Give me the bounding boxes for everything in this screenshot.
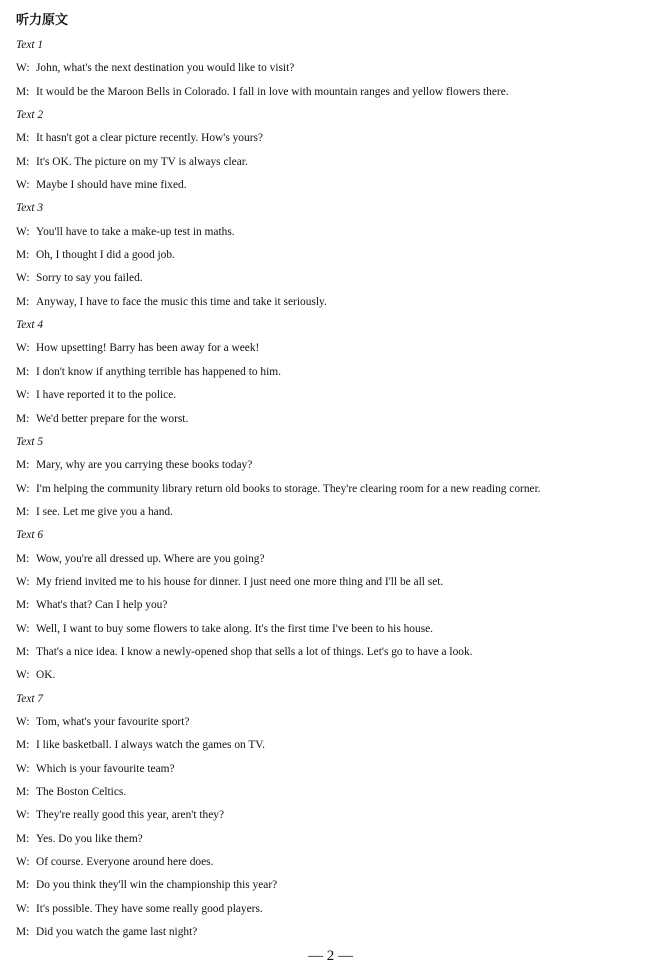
speaker-label: M: [16,365,30,378]
speaker-label: W: [16,902,30,915]
dialogue-line [16,548,656,571]
speaker-label: M: [16,295,30,308]
speaker-label: M: [16,249,30,262]
speaker-label: W: [16,179,30,192]
section-heading: Text 6 [16,529,44,542]
speaker-label: M: [16,85,30,98]
dialogue-text: You'll have to take a make-up test in maths. [36,225,235,238]
dialogue-text: I'm helping the community library return old books to storage. They're clearing room for a new reading corner. [36,482,541,495]
section-heading: Text 4 [16,319,44,332]
dialogue-line [16,571,656,594]
section-heading: Text 5 [16,435,44,448]
dialogue-line [16,758,656,781]
dialogue-line [16,921,656,944]
speaker-label: M: [16,879,30,892]
dialogue-text: Which is your favourite team? [36,762,175,775]
dialogue-line [16,221,656,244]
speaker-label: M: [16,599,30,612]
speaker-label: W: [16,225,30,238]
page-number: — 2 — [308,948,353,964]
speaker-label: W: [16,272,30,285]
speaker-label: W: [16,575,30,588]
speaker-label: M: [16,132,30,145]
dialogue-line [16,361,656,384]
dialogue-line [16,781,656,804]
dialogue-line [16,898,656,921]
dialogue-text: Tom, what's your favourite sport? [36,715,190,728]
dialogue-line [16,478,656,501]
dialogue-text: It hasn't got a clear picture recently. How's yours? [36,132,263,145]
dialogue-text: I see. Let me give you a hand. [36,505,173,518]
dialogue-line [16,267,656,290]
dialogue-text: Well, I want to buy some flowers to take along. It's the first time I've been to his house. [36,622,434,635]
dialogue-line [16,127,656,150]
dialogue-line [16,174,656,197]
speaker-label: M: [16,926,30,939]
dialogue-text: It would be the Maroon Bells in Colorado. I fall in love with mountain ranges and yellow flowers there. [36,85,509,98]
dialogue-text: I have reported it to the police. [36,389,177,402]
dialogue-line [16,641,656,664]
dialogue-line [16,337,656,360]
dialogue-text: It's possible. They have some really good players. [36,902,263,915]
dialogue-text: Anyway, I have to face the music this time and take it seriously. [36,295,327,308]
dialogue-line [16,711,656,734]
section-heading: Text 1 [16,39,44,51]
dialogue-text: That's a nice idea. I know a newly-opened shop that sells a lot of things. Let's go to have a look. [36,645,473,658]
speaker-label: M: [16,155,30,168]
speaker-label: M: [16,552,30,565]
speaker-label: M: [16,739,30,752]
transcript [16,34,656,944]
dialogue-line [16,501,656,524]
dialogue-text: Oh, I thought I did a good job. [36,249,175,262]
dialogue-text: My friend invited me to his house for dinner. I just need one more thing and I'll be all set. [36,575,444,588]
dialogue-text: It's OK. The picture on my TV is always clear. [36,155,248,168]
dialogue-line [16,291,656,314]
speaker-label: M: [16,412,30,425]
dialogue-text: Wow, you're all dressed up. Where are you going? [36,552,265,565]
speaker-label: M: [16,645,30,658]
dialogue-text: The Boston Celtics. [36,786,127,798]
dialogue-line [16,454,656,477]
dialogue-text: I don't know if anything terrible has happened to him. [36,365,281,378]
dialogue-text: John, what's the next destination you would like to visit? [36,62,295,75]
dialogue-line [16,57,656,80]
dialogue-line [16,81,656,104]
speaker-label: W: [16,62,30,75]
speaker-label: M: [16,786,30,798]
speaker-label: W: [16,389,30,402]
dialogue-text: How upsetting! Barry has been away for a week! [36,342,260,355]
speaker-label: W: [16,809,30,822]
speaker-label: W: [16,715,30,728]
dialogue-text: Yes. Do you like them? [36,832,143,845]
dialogue-line [16,408,656,431]
dialogue-line [16,244,656,267]
dialogue-text: Mary, why are you carrying these books today? [36,459,253,472]
speaker-label: W: [16,342,30,355]
dialogue-text: Did you watch the game last night? [36,926,198,939]
speaker-label: M: [16,459,30,472]
section-heading: Text 3 [16,202,44,215]
speaker-label: M: [16,832,30,845]
dialogue-text: Maybe I should have mine fixed. [36,179,187,192]
dialogue-text: I like basketball. I always watch the games on TV. [36,739,265,752]
speaker-label: W: [16,762,30,775]
dialogue-line [16,828,656,851]
dialogue-text: We'd better prepare for the worst. [36,412,189,425]
dialogue-text: Do you think they'll win the championship this year? [36,879,278,892]
dialogue-line [16,618,656,641]
speaker-label: M: [16,505,30,518]
dialogue-line [16,384,656,407]
dialogue-text: Of course. Everyone around here does. [36,856,214,869]
section-heading: Text 2 [16,109,44,122]
dialogue-line [16,874,656,897]
dialogue-line [16,151,656,174]
dialogue-text: What's that? Can I help you? [36,599,168,612]
dialogue-line [16,851,656,874]
dialogue-text: OK. [36,669,56,682]
dialogue-text: They're really good this year, aren't they? [36,809,225,822]
dialogue-line [16,804,656,827]
speaker-label: W: [16,669,30,682]
speaker-label: W: [16,856,30,869]
page-title: 听力原文 [16,13,69,28]
dialogue-line [16,664,656,687]
dialogue-line [16,734,656,757]
dialogue-text: Sorry to say you failed. [36,272,143,285]
dialogue-line [16,594,656,617]
speaker-label: W: [16,482,30,495]
speaker-label: W: [16,622,30,635]
section-heading: Text 7 [16,692,44,705]
